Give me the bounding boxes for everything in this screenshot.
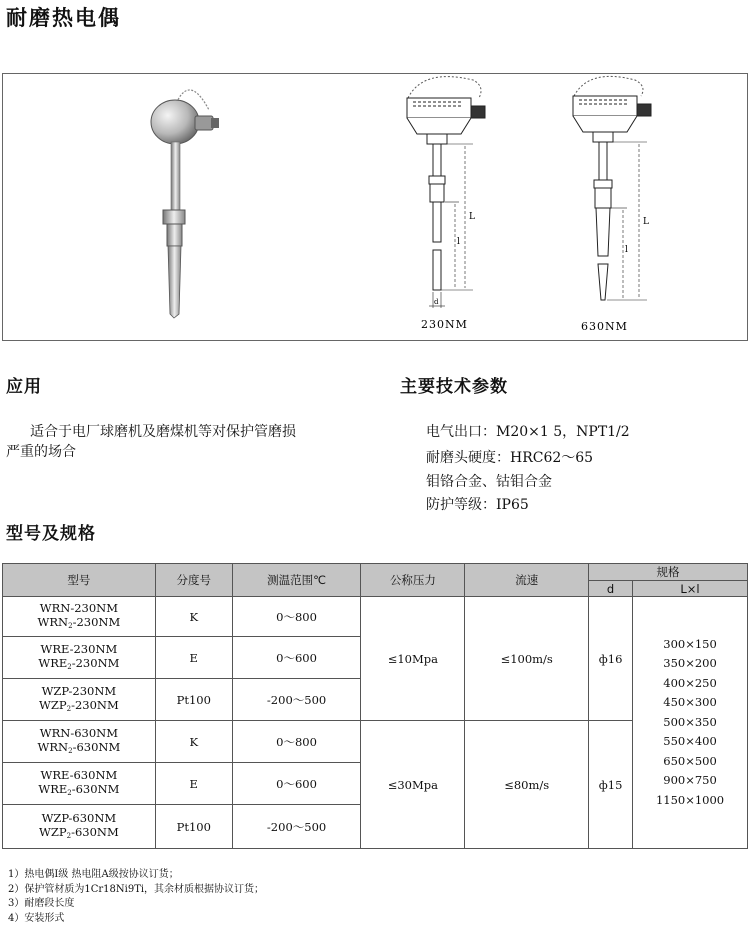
header-spec: 规格 [589, 564, 748, 581]
tech-heading: 主要技术参数 [400, 377, 508, 397]
table-cell: Pt100 [155, 805, 232, 849]
product-figure [2, 73, 748, 341]
table-cell: WRE-630NM $WRE_2-630NM$ [3, 763, 156, 805]
dim-d-230: d [434, 298, 439, 306]
drawing-230nm [407, 77, 485, 308]
tech-item-1: 电气出口：M20×1 5，NPT1/2 [426, 424, 630, 440]
table-row [3, 597, 748, 637]
note-3: 3）耐磨段长度 [8, 898, 75, 909]
table-cell: WZP-630NM $WZP_2-630NM$ [3, 805, 156, 849]
table-cell: 0～600 [232, 763, 361, 805]
header-velocity: 流速 [465, 564, 589, 597]
thermocouple-drawings [3, 74, 747, 340]
table-cell: WRN-630NM $WRN_2-630NM$ [3, 721, 156, 763]
application-line-1: 适合于电厂球磨机及磨煤机等对保护管磨损 [30, 424, 296, 440]
table-cell: 0～800 [232, 721, 361, 763]
table-cell: K [155, 721, 232, 763]
header-pressure: 公称压力 [361, 564, 465, 597]
notes [8, 868, 264, 926]
caption-630nm: 630NM [581, 320, 628, 333]
application-line-2: 严重的场合 [6, 444, 76, 460]
spec-heading: 型号及规格 [6, 524, 96, 544]
d-group-1: ф16 [589, 597, 633, 721]
pressure-group-1: ≤10Mpa [361, 597, 465, 721]
note-1: 1）热电偶Ⅰ级 热电阻A级按协议订货； [8, 869, 179, 880]
dim-L-230: L [469, 212, 475, 222]
dim-L-630: L [643, 217, 649, 227]
table-cell: -200～500 [232, 805, 361, 849]
tech-item-2: 耐磨头硬度：HRC62～65 [426, 450, 594, 466]
table-cell: 0～800 [232, 597, 361, 637]
dim-l-230: l [457, 237, 460, 247]
table-cell: Pt100 [155, 679, 232, 721]
tech-item-3: 钼铬合金、钴钼合金 [426, 474, 552, 490]
pressure-group-2: ≤30Mpa [361, 721, 465, 849]
header-lxl: L×l [633, 581, 748, 597]
page-title: 耐磨热电偶 [6, 6, 121, 30]
table-cell: -200～500 [232, 679, 361, 721]
table-cell: WZP-230NM $WZP_2-230NM$ [3, 679, 156, 721]
tech-item-4: 防护等级：IP65 [426, 497, 529, 513]
table-cell: E [155, 763, 232, 805]
table-cell: WRN-230NM $WRN_2-230NM$ [3, 597, 156, 637]
note-2: 2）保护管材质为1Cr18Ni9Ti，其余材质根据协议订货； [8, 883, 265, 895]
table-cell: 0～600 [232, 637, 361, 679]
lxl-values: 300×150 350×200 400×250 450×300 500×350 550×400 650×500 900×750 1150×1000 [633, 597, 748, 849]
velocity-group-2: ≤80m/s [465, 721, 589, 849]
drawing-630nm [573, 76, 651, 300]
table-cell: WRE-230NM $WRE_2-230NM$ [3, 637, 156, 679]
velocity-group-1: ≤100m/s [465, 597, 589, 721]
header-grade: 分度号 [155, 564, 232, 597]
table-cell: K [155, 597, 232, 637]
dim-l-630: l [625, 245, 628, 255]
d-group-2: ф15 [589, 721, 633, 849]
application-heading: 应用 [6, 377, 42, 397]
note-4: 4）安装形式 [8, 912, 65, 924]
product-photo [151, 90, 219, 318]
header-range: 测温范围℃ [232, 564, 361, 597]
header-d: d [589, 581, 633, 597]
spec-table [2, 563, 748, 849]
table-cell: E [155, 637, 232, 679]
header-model: 型号 [3, 564, 156, 597]
caption-230nm: 230NM [421, 318, 468, 331]
